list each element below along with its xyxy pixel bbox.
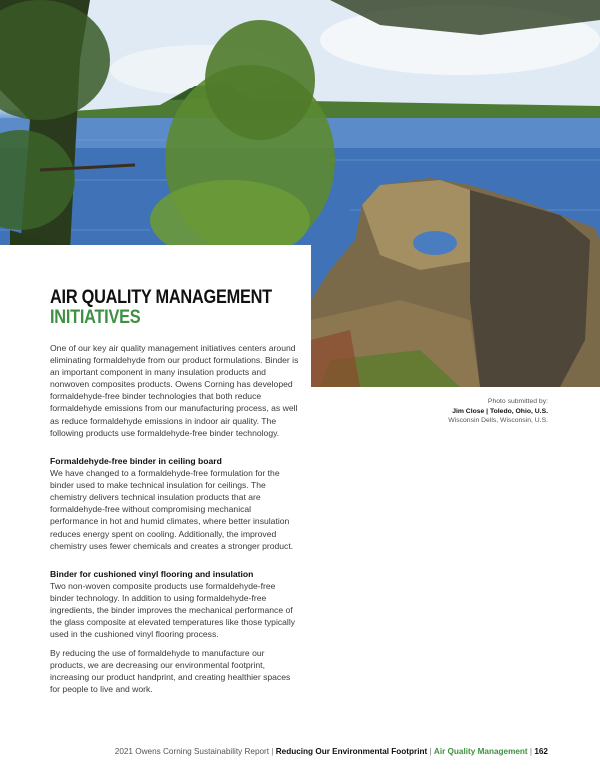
intro-paragraph xyxy=(50,342,300,439)
page-footer xyxy=(115,747,548,756)
section-vinyl-flooring xyxy=(50,568,300,641)
section-heading: Binder for cushioned vinyl flooring and insulation xyxy=(50,569,254,579)
footer-report-title: 2021 Owens Corning Sustainability Report xyxy=(114,747,270,756)
footer-separator: | xyxy=(427,747,434,756)
photo-credit xyxy=(448,397,548,426)
credit-location: Wisconsin Dells, Wisconsin, U.S. xyxy=(448,417,548,424)
closing-text: By reducing the use of formaldehyde to manufacture our products, we are decreasing our environmental footprint, increasing our product handprint, and creating healthier spaces for people to live and work. xyxy=(50,648,291,695)
footer-topic-link[interactable]: Air Quality Management xyxy=(433,747,528,756)
page-number: 162 xyxy=(534,747,548,756)
intro-text: One of our key air quality management initiatives centers around eliminating formaldehyde from our product formulations. Binder is an important component in many insulation products and nonwoven composites products. Owens Corning has developed formaldehyde-free binder technologies that both reduce formaldehyde emissions from our manufacturing process, as well as reduce formaldehyde emissions in indoor air quality. The following products use formaldehyde-free binder technology. xyxy=(50,343,299,438)
section-body: Two non-woven composite products use formaldehyde-free binder technology. In addition to using formaldehyde-free ingredients, the binder improves the mechanical performance of the glass composite at elevated temperatures like those typically used in the cushioned vinyl flooring process. xyxy=(50,581,296,640)
page-title xyxy=(50,288,308,328)
title-line-1: AIR QUALITY MANAGEMENT xyxy=(50,287,272,308)
title-line-2: INITIATIVES xyxy=(50,307,141,328)
section-ceiling-board xyxy=(50,455,300,552)
footer-section-link[interactable]: Reducing Our Environmental Footprint xyxy=(275,747,428,756)
credit-name: Jim Close | Toledo, Ohio, U.S. xyxy=(452,407,548,415)
closing-paragraph xyxy=(50,647,300,695)
section-body: We have changed to a formaldehyde-free formulation for the binder used to make technical insulation for ceilings. The chemistry delivers technical insulation products that are formaldehyde-free without compromising mechanical performance in hot and humid climates, where better insulation reduces energy spent on cooling. Additionally, the improved chemistry uses fewer chemicals and creates a stronger product. xyxy=(50,468,294,551)
section-heading: Formaldehyde-free binder in ceiling board xyxy=(50,456,222,466)
credit-label: Photo submitted by: xyxy=(487,398,548,405)
footer-separator: | xyxy=(269,747,276,756)
footer-separator: | xyxy=(527,747,535,756)
